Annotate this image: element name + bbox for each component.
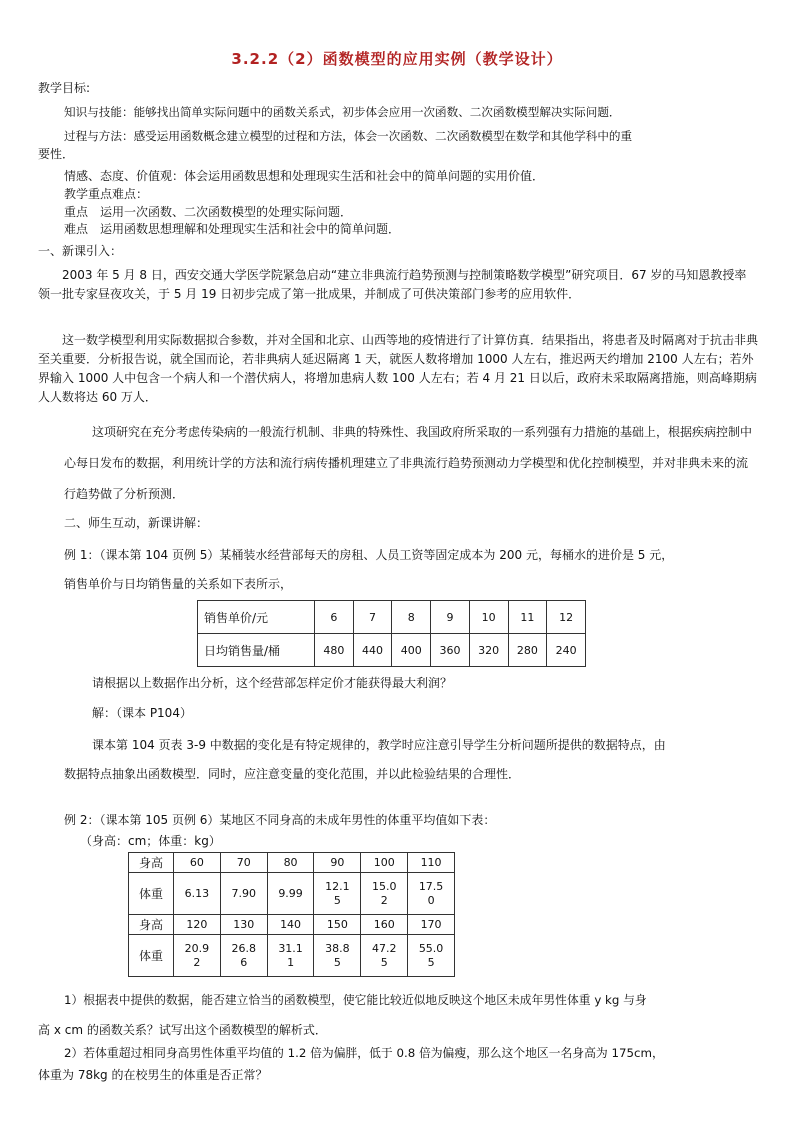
table-cell: 240 bbox=[547, 634, 586, 667]
table-cell: 480 bbox=[315, 634, 354, 667]
example1-text-cont: 销售单价与日均销售量的关系如下表所示， bbox=[64, 577, 293, 591]
table-cell bbox=[361, 935, 408, 977]
cell-line: 31.1 bbox=[278, 941, 303, 955]
cell-line: 6.13 bbox=[184, 886, 210, 900]
table-cell: 90 bbox=[314, 853, 361, 873]
table-row bbox=[129, 873, 455, 915]
cell-line: 47.2 bbox=[371, 941, 397, 955]
table-cell: 身高 bbox=[129, 915, 174, 935]
table-cell: 销售单价/元 bbox=[198, 601, 315, 634]
table-cell: 110 bbox=[408, 853, 455, 873]
example1-text: 例 1：（课本第 104 页例 5）某桶装水经营部每天的房租、人员工资等固定成本为 200 元，每桶水的进价是 5 元， bbox=[64, 548, 674, 562]
intro-paragraph-1: 2003 年 5 月 8 日，西安交通大学医学院紧急启动“建立非典流行趋势预测与控制策略数学模型”研究项目．67 岁的马知恩教授率领一批专家昼夜攻关，于 5 月 19 日初步完成了第一批成果，并制成了可供决策部门参考的应用软件． bbox=[38, 268, 747, 301]
table-cell: 140 bbox=[267, 915, 314, 935]
goal-emotion: 情感、态度、价值观：体会运用函数思想和处理现实生活和社会中的简单问题的实用价值． bbox=[64, 169, 545, 183]
table-cell bbox=[220, 935, 267, 977]
table-cell: 280 bbox=[508, 634, 547, 667]
table-cell: 体重 bbox=[129, 873, 174, 915]
table-cell: 120 bbox=[174, 915, 221, 935]
cell-line: 5 bbox=[333, 955, 341, 969]
table-row bbox=[129, 915, 455, 935]
goal-process: 过程与方法：感受运用函数概念建立模型的过程和方法，体会一次函数、二次函数模型在数学和其他学科中的重 bbox=[64, 129, 633, 143]
table-cell bbox=[408, 935, 455, 977]
table-cell: 9 bbox=[431, 601, 470, 634]
table-cell: 6 bbox=[315, 601, 354, 634]
table-cell bbox=[314, 873, 361, 915]
difficulty-point: 难点 运用函数思想理解和处理现实生活和社会中的简单问题． bbox=[64, 222, 401, 236]
table-cell: 170 bbox=[408, 915, 455, 935]
example2-units: （身高：cm；体重：kg） bbox=[80, 834, 221, 848]
table-cell: 7 bbox=[353, 601, 392, 634]
cell-line: 20.9 bbox=[184, 941, 210, 955]
cell-line: 5 bbox=[380, 955, 388, 969]
table-cell: 12 bbox=[547, 601, 586, 634]
example2-question-1-cont: 高 x cm 的函数关系？试写出这个函数模型的解析式． bbox=[38, 1023, 327, 1037]
cell-line: 26.8 bbox=[231, 941, 256, 955]
example1-solution: 解：（课本 P104） bbox=[92, 706, 192, 720]
cell-line: 17.5 bbox=[418, 879, 444, 893]
intro-paragraph-2: 这一数学模型利用实际数据拟合参数，并对全国和北京、山西等地的疫情进行了计算仿真．结果指出，将患者及时隔离对于抗击非典至关重要．分析报告说，就全国而论，若非典病人延迟隔离 1 天，就医人数将增加 1000 人左右，推迟两天约增加 2100 人左右；若外界输入 1000 人中包含一个病人和一个潜伏病人，将增加患病人数 100 人左右；若 4 月 21 日以后，政府未采取隔离措施，则高峰期病人人数将达 60 万人． bbox=[38, 333, 759, 404]
page-title: 3.2.2（2）函数模型的应用实例（教学设计） bbox=[231, 50, 563, 68]
cell-line: 9.99 bbox=[278, 886, 303, 900]
table-row bbox=[198, 601, 586, 634]
table-cell bbox=[408, 873, 455, 915]
table-cell: 11 bbox=[508, 601, 547, 634]
table-row bbox=[129, 853, 455, 873]
table-cell bbox=[314, 935, 361, 977]
height-weight-table bbox=[128, 852, 455, 977]
key-heading: 教学重点难点： bbox=[64, 187, 149, 201]
cell-line: 2 bbox=[380, 893, 388, 907]
cell-line: 12.1 bbox=[325, 879, 350, 893]
intro-heading: 一、新课引入： bbox=[38, 244, 123, 258]
table-cell: 体重 bbox=[129, 935, 174, 977]
table-cell: 100 bbox=[361, 853, 408, 873]
cell-line: 38.8 bbox=[325, 941, 350, 955]
goal-knowledge: 知识与技能：能够找出简单实际问题中的函数关系式，初步体会应用一次函数、二次函数模型解决实际问题． bbox=[64, 105, 621, 119]
cell-line: 55.0 bbox=[418, 941, 444, 955]
table-cell: 150 bbox=[314, 915, 361, 935]
table-cell: 60 bbox=[174, 853, 221, 873]
table-cell: 320 bbox=[469, 634, 508, 667]
cell-line: 6 bbox=[240, 955, 248, 969]
table-cell bbox=[174, 873, 221, 915]
table-row bbox=[129, 935, 455, 977]
table-cell bbox=[267, 873, 314, 915]
table-cell: 130 bbox=[220, 915, 267, 935]
goal-process-cont: 要性． bbox=[38, 147, 75, 161]
cell-line: 7.90 bbox=[231, 886, 256, 900]
price-sales-table bbox=[197, 600, 586, 667]
section2-heading: 二、师生互动，新课讲解： bbox=[64, 516, 209, 530]
table-cell: 10 bbox=[469, 601, 508, 634]
table-cell: 360 bbox=[431, 634, 470, 667]
cell-line: 1 bbox=[287, 955, 295, 969]
example2-text: 例 2：（课本第 105 页例 6）某地区不同身高的未成年男性的体重平均值如下表： bbox=[64, 813, 496, 827]
table-cell: 160 bbox=[361, 915, 408, 935]
cell-line: 15.0 bbox=[371, 879, 397, 893]
table-cell: 70 bbox=[220, 853, 267, 873]
example1-question: 请根据以上数据作出分析，这个经营部怎样定价才能获得最大利润？ bbox=[92, 676, 453, 690]
example1-note-cont: 数据特点抽象出函数模型．同时，应注意变量的变化范围，并以此检验结果的合理性． bbox=[64, 767, 521, 781]
table-cell: 440 bbox=[353, 634, 392, 667]
table-cell bbox=[220, 873, 267, 915]
table-cell: 日均销售量/桶 bbox=[198, 634, 315, 667]
cell-line: 5 bbox=[333, 893, 341, 907]
example1-note: 课本第 104 页表 3-9 中数据的变化是有特定规律的，教学时应注意引导学生分析问题所提供的数据特点，由 bbox=[92, 738, 666, 752]
table-row bbox=[198, 634, 586, 667]
goals-heading: 教学目标: bbox=[38, 81, 91, 95]
intro-paragraph-3: 这项研究在充分考虑传染病的一般流行机制、非典的特殊性、我国政府所采取的一系列强有力措施的基础上，根据疾病控制中心每日发布的数据，利用统计学的方法和流行病传播机理建立了非典流行趋势预测动力学模型和优化控制模型，并对非典未来的流行趋势做了分析预测． bbox=[64, 425, 753, 501]
table-cell bbox=[361, 873, 408, 915]
table-cell bbox=[174, 935, 221, 977]
table-cell bbox=[267, 935, 314, 977]
table-cell: 身高 bbox=[129, 853, 174, 873]
example2-question-2: 2）若体重超过相同身高男性体重平均值的 1.2 倍为偏胖，低于 0.8 倍为偏瘦，那么这个地区一名身高为 175cm， bbox=[64, 1046, 664, 1060]
cell-line: 2 bbox=[193, 955, 201, 969]
example2-question-1: 1）根据表中提供的数据，能否建立恰当的函数模型，使它能比较近似地反映这个地区未成年男性体重 y kg 与身 bbox=[64, 993, 647, 1007]
table-cell: 8 bbox=[392, 601, 431, 634]
table-cell: 400 bbox=[392, 634, 431, 667]
key-point: 重点 运用一次函数、二次函数模型的处理实际问题． bbox=[64, 205, 353, 219]
cell-line: 0 bbox=[427, 893, 435, 907]
example2-question-2-cont: 体重为 78kg 的在校男生的体重是否正常？ bbox=[38, 1068, 268, 1082]
cell-line: 5 bbox=[427, 955, 435, 969]
table-cell: 80 bbox=[267, 853, 314, 873]
